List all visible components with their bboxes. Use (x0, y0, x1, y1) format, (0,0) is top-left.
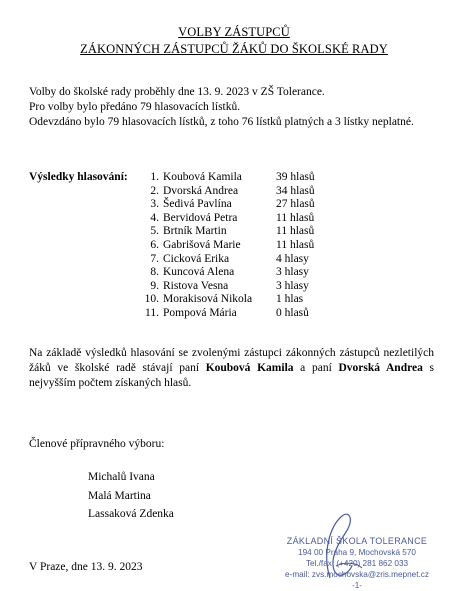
result-number: 8. (150, 266, 159, 279)
committee-member: Michalů Ivana (88, 471, 155, 483)
intro-line-3: Odevzdáno bylo 79 hlasovacích lístků, z toho 76 lístků platných a 3 lístky neplatné. (29, 116, 414, 128)
results-label: Výsledky hlasování: (29, 171, 128, 183)
candidate-name: Cicková Erika (163, 252, 230, 265)
vote-count: 1 hlas (276, 293, 304, 306)
result-number: 3. (150, 198, 159, 211)
candidate-name: Dvorská Andrea (163, 184, 239, 197)
conclusion-text: s nejvyšším počtem získaných hlasů. (29, 362, 435, 389)
result-number: 1. (150, 171, 159, 183)
conclusion-paragraph (29, 346, 434, 391)
vote-count: 3 hlasy (276, 279, 309, 292)
conclusion-text: a paní (293, 362, 339, 374)
stamp-phone: Tel./fax: (+420) 281 862 033 (305, 559, 409, 568)
vote-count: 11 hlasů (276, 211, 315, 224)
candidate-name: Koubová Kamila (163, 171, 242, 183)
committee-member: Malá Martina (88, 489, 151, 502)
stamp-mark: -1- (351, 581, 362, 590)
committee-member: Lassaková Zdenka (88, 508, 174, 520)
stamp-title: ZÁKLADNÍ ŠKOLA TOLERANCE (286, 536, 428, 546)
committee-label: Členové přípravného výboru: (29, 438, 165, 450)
document-title-line-1: VOLBY ZÁSTUPCŮ (178, 25, 290, 39)
result-number: 7. (150, 252, 159, 265)
candidate-name: Pompová Mária (163, 306, 237, 319)
result-number: 2. (150, 184, 159, 197)
elected-name-2: Dvorská Andrea (338, 362, 423, 374)
intro-line-2: Pro volby bylo předáno 79 hlasovacích lístků. (29, 101, 241, 113)
vote-count: 11 hlasů (276, 238, 315, 251)
candidate-name: Bervidová Petra (163, 211, 238, 224)
result-number: 11. (145, 306, 159, 319)
document-title-line-2: ZÁKONNÝCH ZÁSTUPCŮ ŽÁKŮ DO ŠKOLSKÉ RADY (80, 42, 388, 56)
vote-count: 0 hlasů (276, 306, 309, 319)
elected-name-1: Koubová Kamila (205, 362, 294, 374)
place-and-date: V Praze, dne 13. 9. 2023 (29, 561, 143, 573)
candidate-name: Šedivá Pavlína (163, 198, 232, 211)
candidate-name: Brtník Martin (163, 225, 227, 238)
result-number: 6. (150, 238, 159, 251)
result-number: 4. (150, 211, 159, 224)
result-number: 5. (150, 225, 159, 238)
candidate-name: Ristova Vesna (163, 279, 229, 292)
candidate-name: Kuncová Alena (163, 266, 235, 279)
candidate-name: Gabrišová Marie (163, 238, 241, 251)
result-number: 10. (144, 293, 159, 306)
result-number: 9. (150, 279, 159, 292)
candidate-name: Morakisová Nikola (163, 293, 253, 306)
vote-count: 39 hlasů (276, 171, 315, 183)
vote-count: 27 hlasů (276, 198, 315, 211)
vote-count: 3 hlasy (276, 266, 309, 279)
vote-count: 11 hlasů (276, 225, 315, 238)
school-stamp (262, 536, 452, 591)
vote-count: 34 hlasů (276, 184, 315, 197)
conclusion-text: Na základě výsledků hlasování se zvolenými zástupci zákonných zástupců nezletilých žáků ve školské radě stávají paní (29, 347, 434, 374)
intro-line-1: Volby do školské rady proběhly dne 13. 9. 2023 v ZŠ Tolerance. (29, 86, 325, 98)
vote-count: 4 hlasy (276, 252, 309, 265)
stamp-address: 194 00 Praha 9, Mochovská 570 (298, 548, 416, 557)
stamp-email: e-mail: zvs.mochovska@zris.mepnet.cz (285, 570, 429, 579)
committee-members (88, 468, 174, 524)
